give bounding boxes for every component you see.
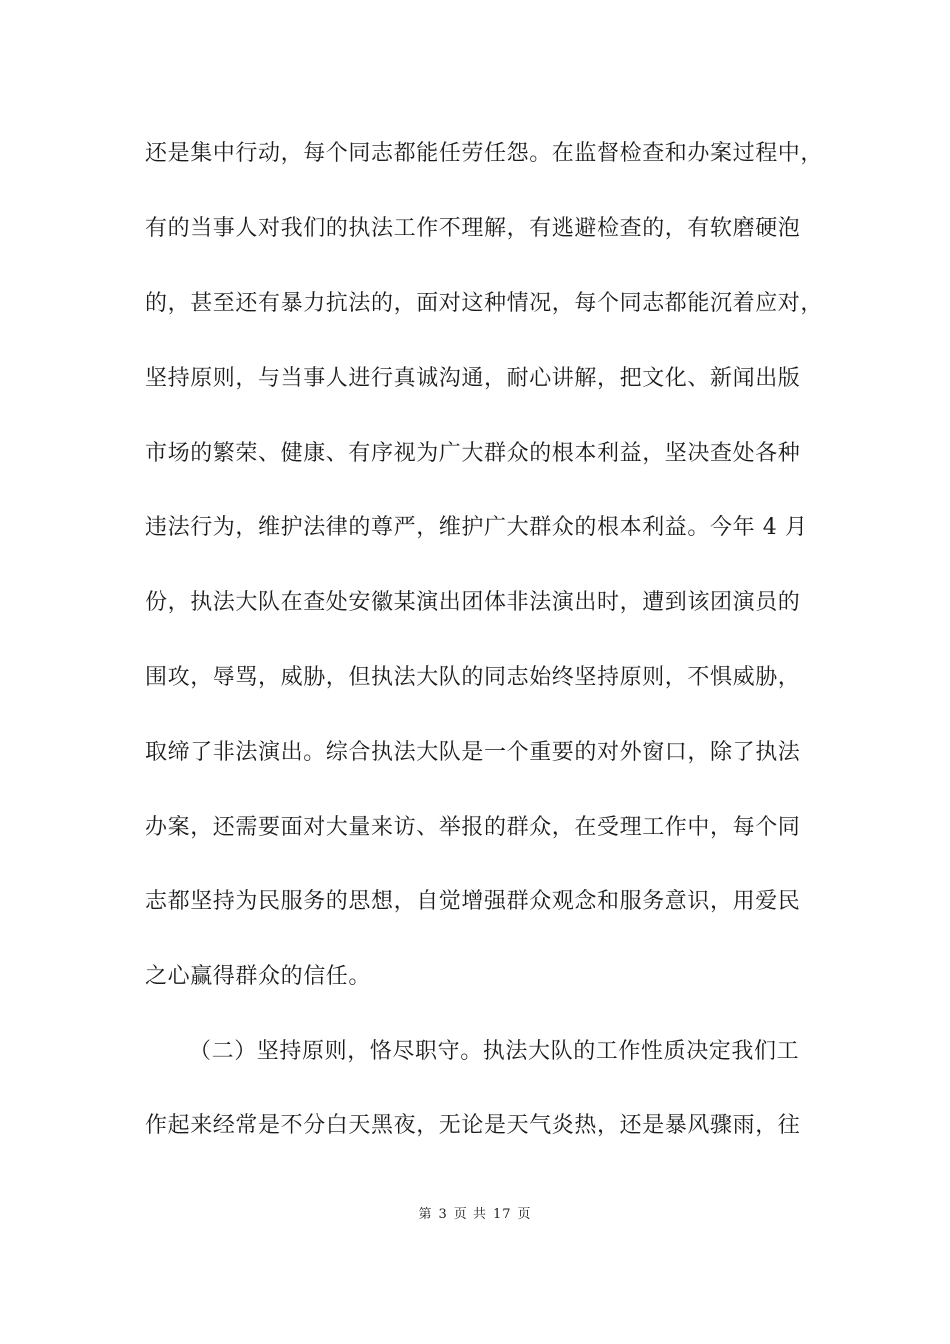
footer-mid: 页 共 bbox=[453, 1207, 487, 1222]
footer-total-pages: 17 bbox=[492, 1207, 512, 1222]
body-line: 有的当事人对我们的执法工作不理解，有逃避检查的，有软磨硬泡 bbox=[145, 216, 801, 241]
body-line: 围攻，辱骂，威胁，但执法大队的同志始终坚持原则，不惧威胁， bbox=[145, 665, 801, 690]
footer-current-page: 3 bbox=[438, 1207, 448, 1222]
body-line: 还是集中行动，每个同志都能任劳任怨。在监督检查和办案过程中， bbox=[145, 141, 824, 166]
body-line: 份，执法大队在查处安徽某演出团体非法演出时，遭到该团演员的 bbox=[145, 590, 801, 615]
section-heading-line: （二）坚持原则，恪尽职守。执法大队的工作性质决定我们工 bbox=[189, 1039, 800, 1064]
body-line: 之心赢得群众的信任。 bbox=[145, 964, 372, 989]
footer-suffix: 页 bbox=[517, 1207, 532, 1222]
body-line: 志都坚持为民服务的思想，自觉增强群众观念和服务意识，用爱民 bbox=[145, 889, 801, 914]
body-line: 作起来经常是不分白天黑夜，无论是天气炎热，还是暴风骤雨，往 bbox=[145, 1113, 801, 1138]
body-line: 办案，还需要面对大量来访、举报的群众，在受理工作中，每个同 bbox=[145, 815, 801, 840]
body-line: 坚持原则，与当事人进行真诚沟通，耐心讲解，把文化、新闻出版 bbox=[145, 366, 801, 391]
body-line: 取缔了非法演出。综合执法大队是一个重要的对外窗口，除了执法 bbox=[145, 740, 801, 765]
body-line: 违法行为，维护法律的尊严，维护广大群众的根本利益。今年 4 月 bbox=[145, 515, 808, 540]
body-line: 的，甚至还有暴力抗法的，面对这种情况，每个同志都能沉着应对， bbox=[145, 291, 824, 316]
body-line: 市场的繁荣、健康、有序视为广大群众的根本利益，坚决查处各种 bbox=[145, 441, 801, 466]
footer-prefix: 第 bbox=[418, 1207, 433, 1222]
page-footer bbox=[0, 1206, 950, 1224]
